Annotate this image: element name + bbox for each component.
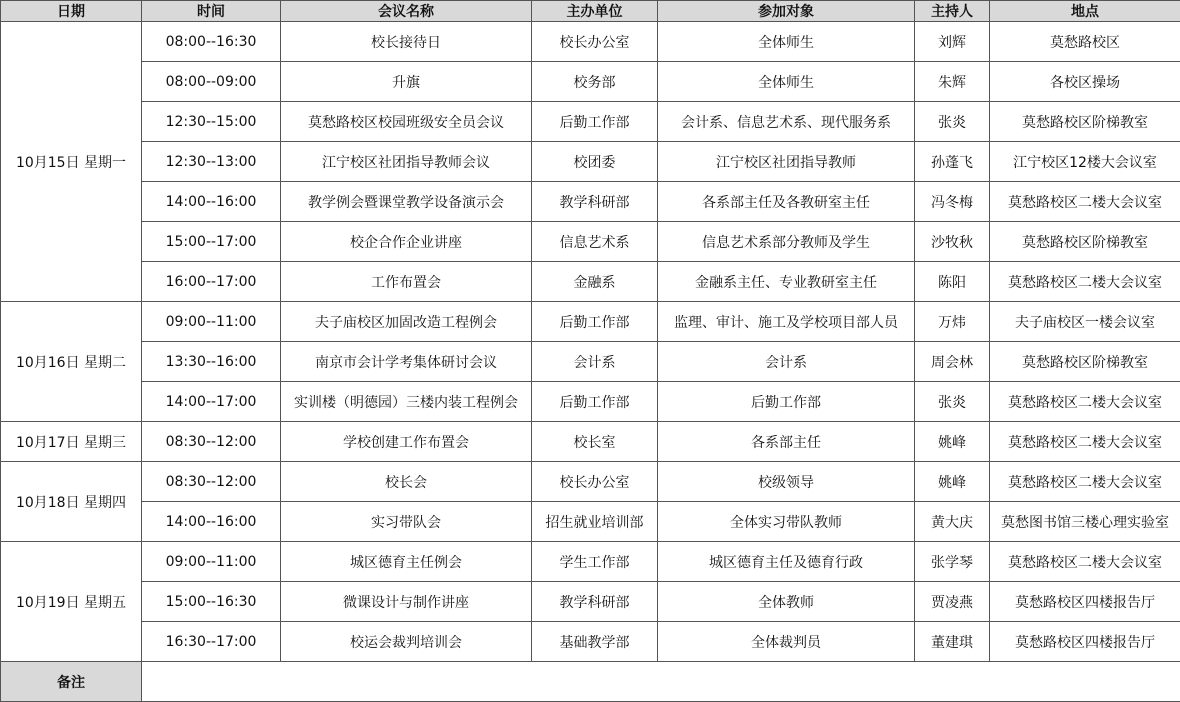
meeting-organizer: 教学科研部 (532, 582, 658, 622)
table-row (1, 622, 1180, 662)
meeting-name: 教学例会暨课堂教学设备演示会 (281, 182, 532, 222)
meeting-attendees: 会计系、信息艺术系、现代服务系 (658, 102, 915, 142)
meeting-host: 冯冬梅 (915, 182, 990, 222)
meeting-location: 莫愁路校区二楼大会议室 (990, 262, 1180, 302)
meeting-location: 夫子庙校区一楼会议室 (990, 302, 1180, 342)
meeting-name: 升旗 (281, 62, 532, 102)
meeting-attendees: 全体裁判员 (658, 622, 915, 662)
meeting-attendees: 全体实习带队教师 (658, 502, 915, 542)
table-row (1, 142, 1180, 182)
meeting-attendees: 信息艺术系部分教师及学生 (658, 222, 915, 262)
meeting-host: 姚峰 (915, 462, 990, 502)
meeting-host: 沙牧秋 (915, 222, 990, 262)
remark-row (1, 662, 1180, 702)
meeting-time: 14:00--16:00 (142, 502, 281, 542)
meeting-attendees: 后勤工作部 (658, 382, 915, 422)
meeting-organizer: 校长办公室 (532, 462, 658, 502)
meeting-name: 南京市会计学考集体研讨会议 (281, 342, 532, 382)
meeting-location: 莫愁路校区二楼大会议室 (990, 462, 1180, 502)
meeting-location: 莫愁图书馆三楼心理实验室 (990, 502, 1180, 542)
header-time: 时间 (142, 1, 281, 22)
meeting-time: 08:00--16:30 (142, 22, 281, 62)
meeting-name: 工作布置会 (281, 262, 532, 302)
meeting-name: 校长会 (281, 462, 532, 502)
meeting-attendees: 各系部主任及各教研室主任 (658, 182, 915, 222)
meeting-time: 12:30--13:00 (142, 142, 281, 182)
meeting-attendees: 江宁校区社团指导教师 (658, 142, 915, 182)
meeting-host: 张学琴 (915, 542, 990, 582)
meeting-time: 16:00--17:00 (142, 262, 281, 302)
meeting-location: 莫愁路校区阶梯教室 (990, 222, 1180, 262)
meeting-host: 张炎 (915, 102, 990, 142)
meeting-attendees: 各系部主任 (658, 422, 915, 462)
meeting-host: 万炜 (915, 302, 990, 342)
meeting-location: 莫愁路校区 (990, 22, 1180, 62)
meeting-name: 城区德育主任例会 (281, 542, 532, 582)
day-date: 10月15日 星期一 (1, 22, 142, 302)
meeting-time: 09:00--11:00 (142, 542, 281, 582)
meeting-organizer: 学生工作部 (532, 542, 658, 582)
meeting-organizer: 后勤工作部 (532, 382, 658, 422)
meeting-name: 莫愁路校区校园班级安全员会议 (281, 102, 532, 142)
table-row (1, 582, 1180, 622)
meeting-host: 董建琪 (915, 622, 990, 662)
meeting-organizer: 信息艺术系 (532, 222, 658, 262)
table-row (1, 182, 1180, 222)
meeting-location: 莫愁路校区二楼大会议室 (990, 542, 1180, 582)
meeting-attendees: 城区德育主任及德育行政 (658, 542, 915, 582)
meeting-organizer: 基础教学部 (532, 622, 658, 662)
meeting-name: 校长接待日 (281, 22, 532, 62)
meeting-name: 实习带队会 (281, 502, 532, 542)
meeting-organizer: 校长室 (532, 422, 658, 462)
meeting-attendees: 全体师生 (658, 22, 915, 62)
meeting-time: 08:30--12:00 (142, 462, 281, 502)
meeting-attendees: 监理、审计、施工及学校项目部人员 (658, 302, 915, 342)
meeting-location: 莫愁路校区阶梯教室 (990, 342, 1180, 382)
table-row (1, 62, 1180, 102)
header-meeting-name: 会议名称 (281, 1, 532, 22)
table-row (1, 262, 1180, 302)
table-row (1, 502, 1180, 542)
table-row (1, 222, 1180, 262)
meeting-attendees: 全体教师 (658, 582, 915, 622)
header-location: 地点 (990, 1, 1180, 22)
meeting-location: 莫愁路校区阶梯教室 (990, 102, 1180, 142)
remark-content (142, 662, 1180, 702)
header-attendees: 参加对象 (658, 1, 915, 22)
meeting-organizer: 会计系 (532, 342, 658, 382)
meeting-name: 校企合作企业讲座 (281, 222, 532, 262)
meeting-host: 孙蓬飞 (915, 142, 990, 182)
meeting-time: 13:30--16:00 (142, 342, 281, 382)
table-row (1, 422, 1180, 462)
meeting-location: 江宁校区12楼大会议室 (990, 142, 1180, 182)
meeting-host: 张炎 (915, 382, 990, 422)
day-date: 10月16日 星期二 (1, 302, 142, 422)
meeting-host: 贾凌燕 (915, 582, 990, 622)
meeting-time: 15:00--16:30 (142, 582, 281, 622)
meeting-time: 09:00--11:00 (142, 302, 281, 342)
meeting-organizer: 金融系 (532, 262, 658, 302)
schedule-body (1, 22, 1180, 702)
meeting-host: 周会林 (915, 342, 990, 382)
table-row (1, 462, 1180, 502)
header-organizer: 主办单位 (532, 1, 658, 22)
meeting-time: 08:30--12:00 (142, 422, 281, 462)
table-row (1, 22, 1180, 62)
meeting-time: 14:00--16:00 (142, 182, 281, 222)
table-row (1, 382, 1180, 422)
meeting-name: 夫子庙校区加固改造工程例会 (281, 302, 532, 342)
meeting-organizer: 校长办公室 (532, 22, 658, 62)
meeting-host: 刘辉 (915, 22, 990, 62)
remark-label: 备注 (1, 662, 142, 702)
meeting-host: 黄大庆 (915, 502, 990, 542)
meeting-organizer: 校团委 (532, 142, 658, 182)
header-date: 日期 (1, 1, 142, 22)
meeting-organizer: 招生就业培训部 (532, 502, 658, 542)
meeting-location: 莫愁路校区二楼大会议室 (990, 182, 1180, 222)
meeting-organizer: 后勤工作部 (532, 102, 658, 142)
meeting-name: 实训楼（明德园）三楼内装工程例会 (281, 382, 532, 422)
table-row (1, 102, 1180, 142)
meeting-name: 江宁校区社团指导教师会议 (281, 142, 532, 182)
meeting-organizer: 校务部 (532, 62, 658, 102)
meeting-attendees: 全体师生 (658, 62, 915, 102)
table-row (1, 342, 1180, 382)
meeting-attendees: 金融系主任、专业教研室主任 (658, 262, 915, 302)
day-date: 10月18日 星期四 (1, 462, 142, 542)
table-row (1, 542, 1180, 582)
meeting-location: 莫愁路校区四楼报告厅 (990, 622, 1180, 662)
meeting-attendees: 校级领导 (658, 462, 915, 502)
header-host: 主持人 (915, 1, 990, 22)
meeting-time: 16:30--17:00 (142, 622, 281, 662)
meeting-organizer: 教学科研部 (532, 182, 658, 222)
meeting-time: 14:00--17:00 (142, 382, 281, 422)
meeting-location: 莫愁路校区二楼大会议室 (990, 382, 1180, 422)
meeting-location: 莫愁路校区二楼大会议室 (990, 422, 1180, 462)
table-row (1, 302, 1180, 342)
meeting-host: 姚峰 (915, 422, 990, 462)
meeting-host: 陈阳 (915, 262, 990, 302)
meeting-host: 朱辉 (915, 62, 990, 102)
meeting-name: 学校创建工作布置会 (281, 422, 532, 462)
meeting-time: 12:30--15:00 (142, 102, 281, 142)
meeting-name: 微课设计与制作讲座 (281, 582, 532, 622)
meeting-name: 校运会裁判培训会 (281, 622, 532, 662)
header-row (1, 1, 1180, 22)
day-date: 10月19日 星期五 (1, 542, 142, 662)
meeting-organizer: 后勤工作部 (532, 302, 658, 342)
meeting-time: 08:00--09:00 (142, 62, 281, 102)
meeting-time: 15:00--17:00 (142, 222, 281, 262)
day-date: 10月17日 星期三 (1, 422, 142, 462)
meeting-attendees: 会计系 (658, 342, 915, 382)
meeting-location: 各校区操场 (990, 62, 1180, 102)
meeting-location: 莫愁路校区四楼报告厅 (990, 582, 1180, 622)
